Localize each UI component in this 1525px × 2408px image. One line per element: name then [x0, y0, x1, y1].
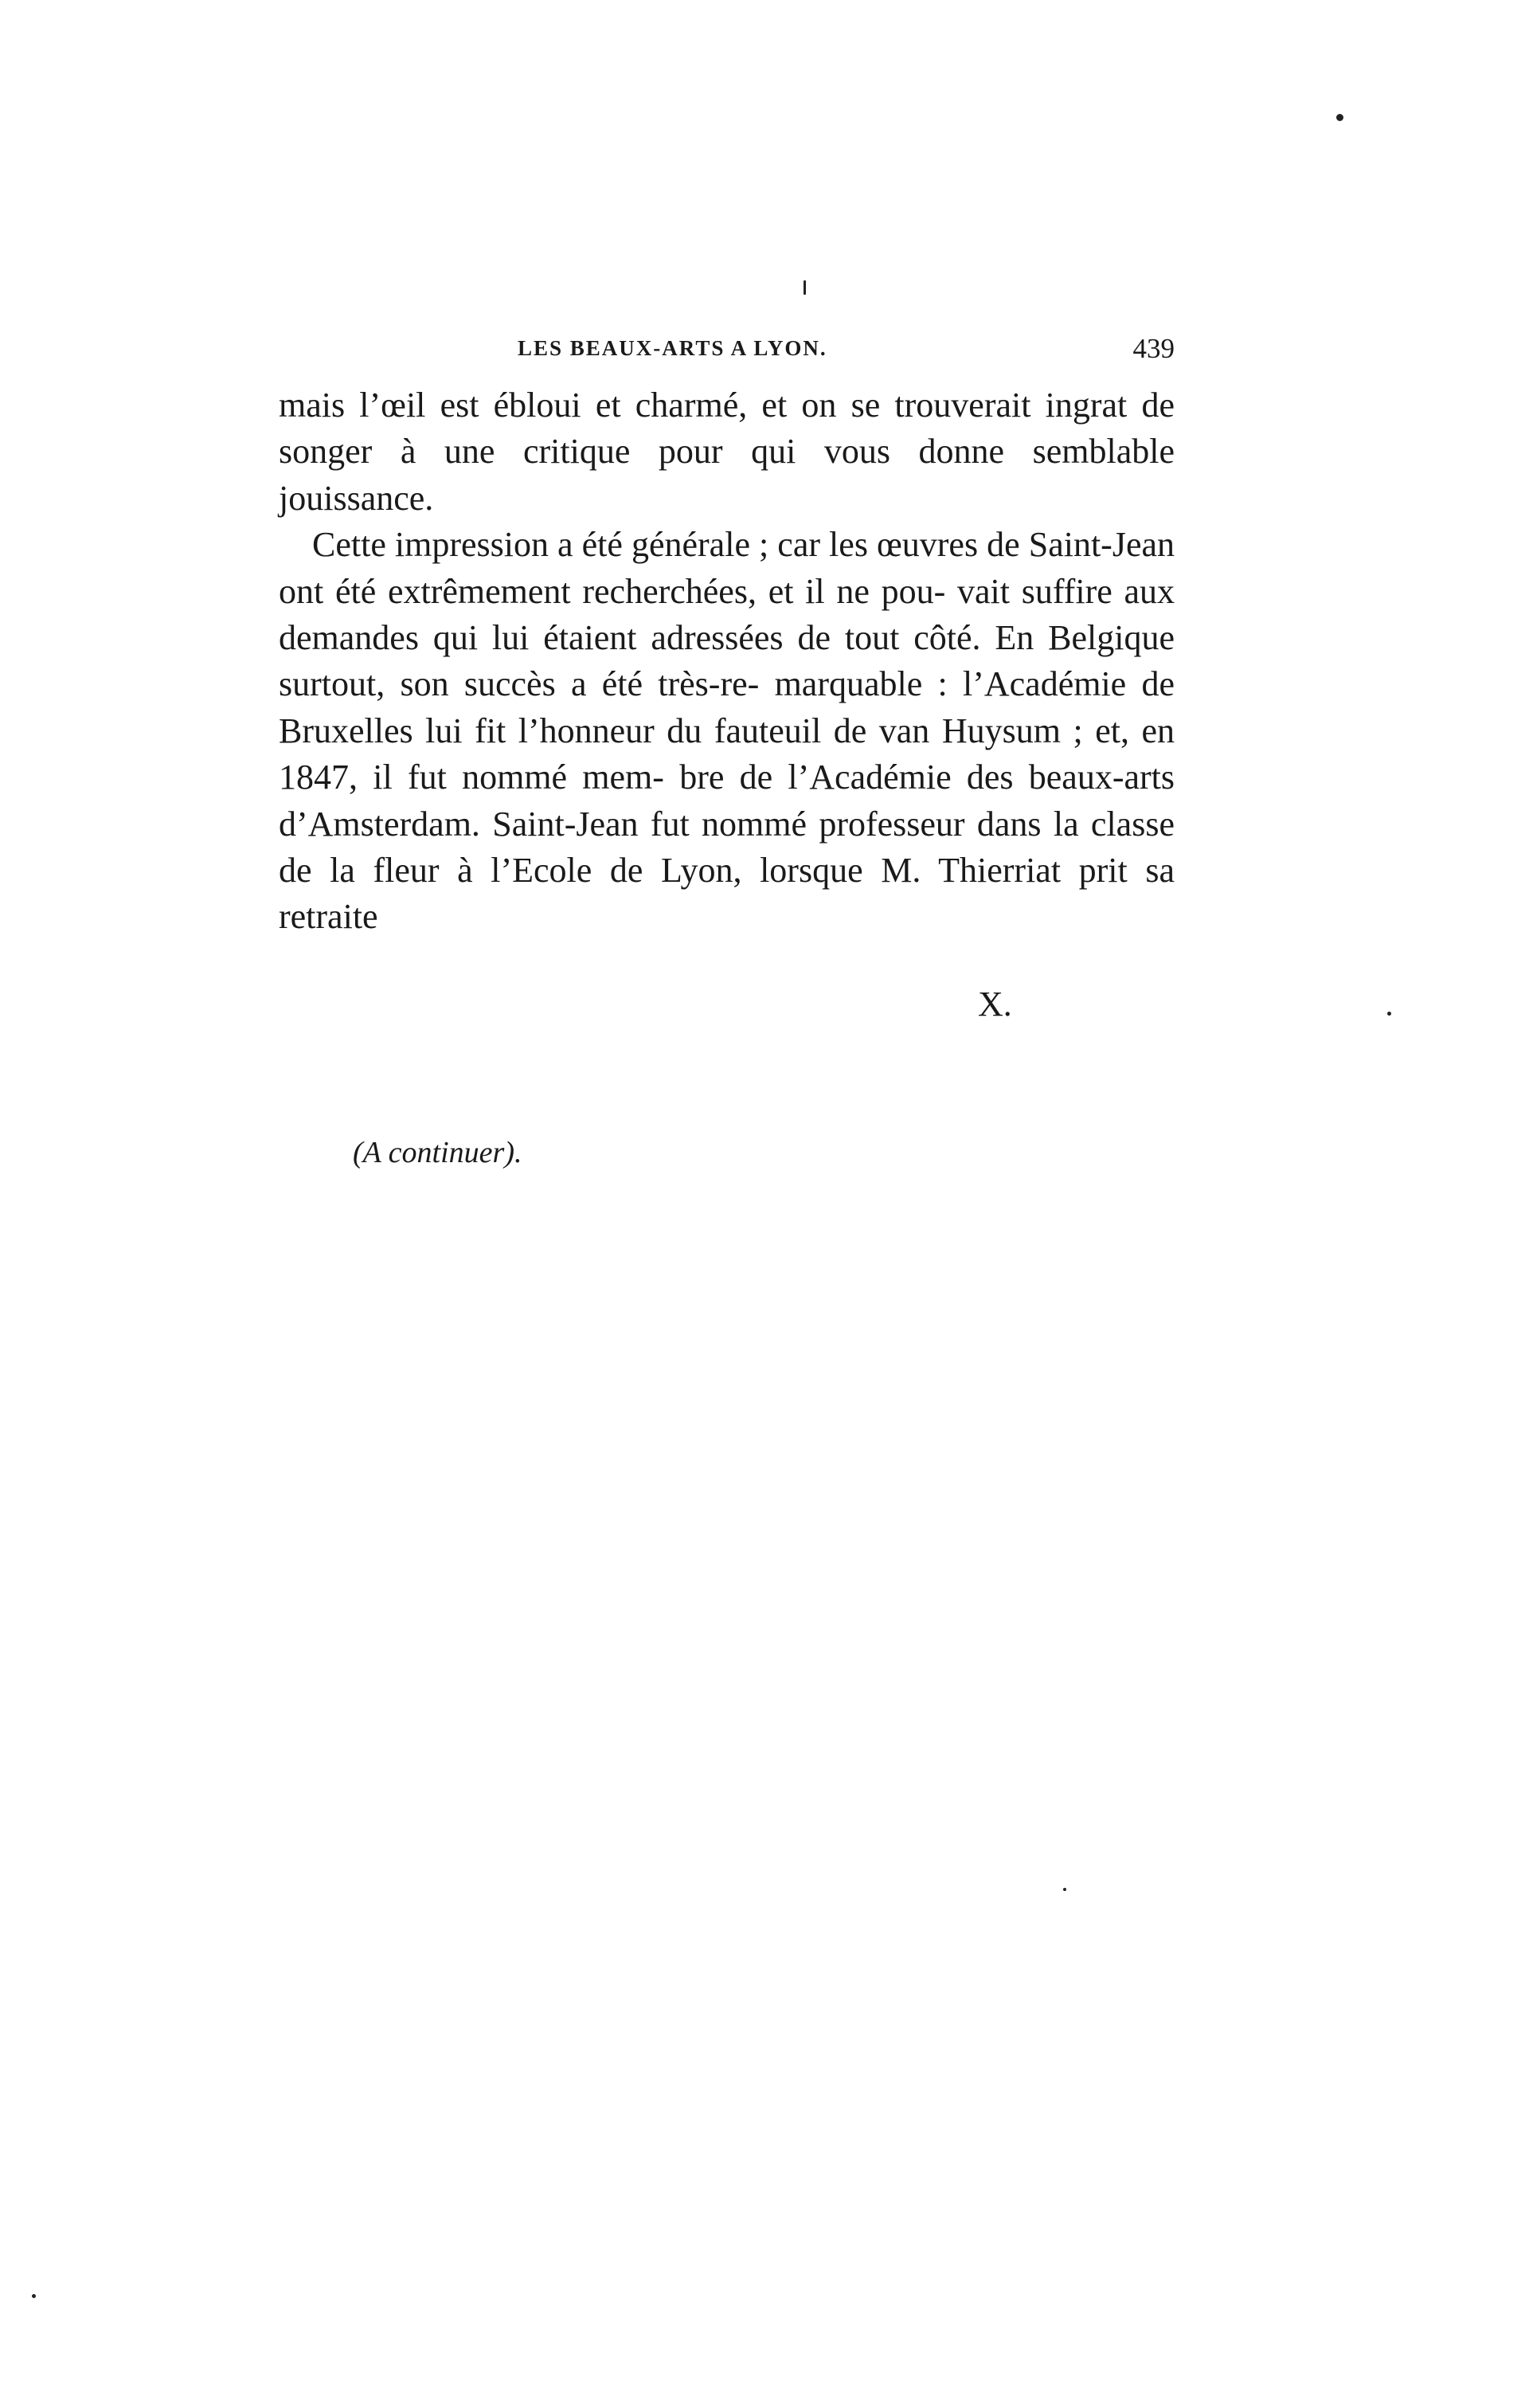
paragraph: [279, 522, 1175, 941]
text-line: fut nommé professeur dans la classe de la fleur à l’Ecole: [279, 804, 1175, 891]
ink-speck: [1387, 1012, 1391, 1016]
ink-speck: [1336, 114, 1343, 121]
author-signature: X.: [978, 985, 1012, 1024]
text-line: jouissance.: [279, 478, 434, 518]
text-line: bre de l’Académie des beaux-arts d’Amsterdam. Saint-Jean: [279, 758, 1175, 844]
paragraph: [279, 382, 1175, 522]
text-line: Cette impression a été générale ; car les œuvres de: [312, 525, 1020, 565]
continuation-note: (A continuer).: [353, 1136, 522, 1169]
text-line: fauteuil de van Huysum ; et, en 1847, il fut nommé mem-: [279, 711, 1175, 797]
page-number: 439: [1132, 333, 1175, 364]
ink-speck: [32, 2294, 36, 2298]
text-line: mais l’œil est ébloui et charmé, et on se trouverait ingrat: [279, 386, 1128, 425]
text-line: marquable : l’Académie de Bruxelles lui fit l’honneur du: [279, 664, 1175, 750]
text-line: de Lyon, lorsque M. Thierriat prit sa retraite: [279, 851, 1175, 937]
body-text: [279, 382, 1175, 941]
text-line: vait suffire aux demandes qui lui étaient adressées de: [279, 571, 1175, 658]
ink-speck: [804, 280, 806, 295]
running-title: LES BEAUX-ARTS A LYON.: [518, 336, 827, 360]
text-line: de songer à une critique pour qui vous donne semblable: [279, 386, 1175, 472]
text-line: tout côté. En Belgique surtout, son succès a été très-re-: [279, 618, 1175, 704]
running-header: [279, 333, 1175, 381]
ink-speck: [1063, 1888, 1066, 1891]
text-line: Saint-Jean ont été extrêmement recherchées, et il ne pou-: [279, 525, 1175, 611]
